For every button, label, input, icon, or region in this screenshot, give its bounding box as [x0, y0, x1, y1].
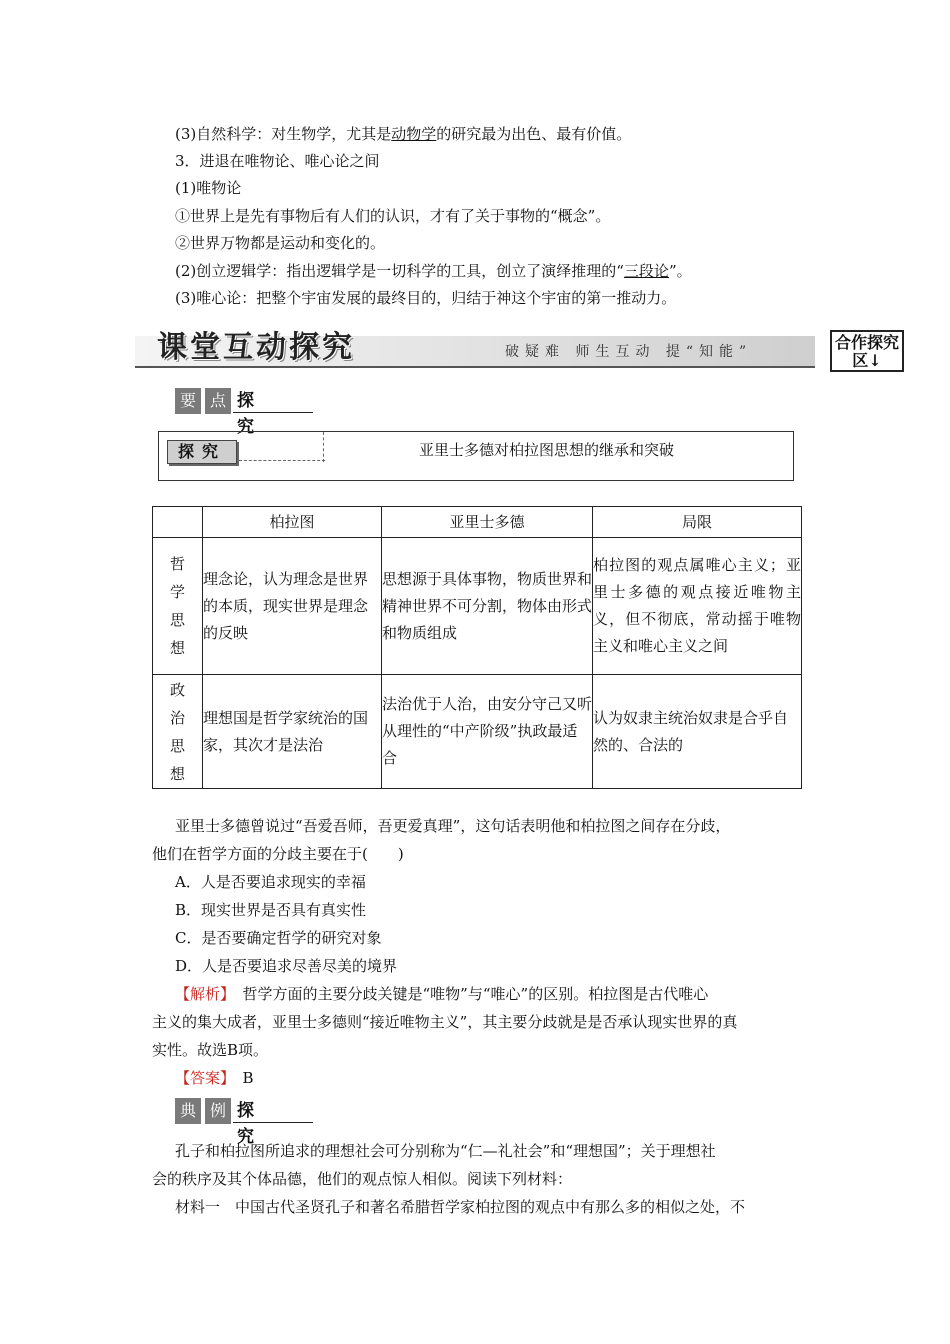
intro-heading-3: 3．进退在唯物论、唯心论之间 — [175, 152, 380, 170]
table-header-empty — [153, 507, 203, 538]
example-line3: 材料一 中国古代圣贤孔子和著名希腊哲学家柏拉图的观点中有那么多的相似之处，不 — [175, 1198, 746, 1216]
tag-char-1: 典 — [175, 1098, 201, 1124]
row-head-politics: 政治思想 — [153, 675, 203, 789]
example-line1: 孔子和柏拉图所追求的理想社会可分别称为“仁—礼社会”和“理想国”；关于理想社 — [175, 1142, 716, 1160]
cooperation-zone-badge: 合作探究区↓ — [830, 330, 904, 372]
table-row — [153, 675, 802, 789]
answer-label: 【答案】 — [175, 1069, 228, 1087]
tag-char-1: 要 — [175, 388, 201, 414]
option-c: C．是否要确定哲学的研究对象 — [175, 929, 382, 947]
divider — [323, 432, 324, 462]
analysis-line2: 主义的集大成者，亚里士多德则“接近唯物主义”，其主要分歧就是是否承认现实世界的真 — [152, 1013, 738, 1031]
intro-line-natural-science: (3)自然科学：对生物学，尤其是动物学的研究最为出色、最有价值。 — [175, 125, 632, 143]
comparison-table — [152, 506, 802, 789]
intro-logic: (2)创立逻辑学：指出逻辑学是一切科学的工具，创立了演绎推理的“三段论”。 — [175, 262, 692, 280]
tag-char-2: 例 — [205, 1098, 231, 1124]
cell-plato-philosophy: 理念论，认为理念是世界的本质，现实世界是理念的反映 — [203, 538, 382, 675]
table-header-row — [153, 507, 802, 538]
analysis-label: 【解析】 — [175, 985, 228, 1003]
tag-char-2: 点 — [205, 388, 231, 414]
tag-label: 探究 — [237, 391, 258, 437]
tag-label: 探究 — [237, 1101, 258, 1147]
intro-materialism: (1)唯物论 — [175, 179, 242, 197]
intro-idealism: (3)唯心论：把整个宇宙发展的最终目的，归结于神这个宇宙的第一推动力。 — [175, 289, 677, 307]
analysis-line1: 【解析】 哲学方面的主要分歧关键是“唯物”与“唯心”的区别。柏拉图是古代唯心 — [175, 985, 709, 1003]
divider — [239, 460, 325, 461]
tag-underline — [233, 1122, 313, 1123]
intro-point-2: ②世界万物都是运动和变化的。 — [175, 234, 386, 252]
intro-point-1: ①世界上是先有事物后有人们的认识，才有了关于事物的“概念”。 — [175, 207, 611, 225]
cell-plato-politics: 理想国是哲学家统治的国家，其次才是法治 — [203, 675, 382, 789]
cell-limit-politics: 认为奴隶主统治奴隶是合乎自然的、合法的 — [593, 675, 802, 789]
cell-aristotle-politics: 法治优于人治，由安分守己又听从理性的“中产阶级”执政最适合 — [382, 675, 593, 789]
table-row — [153, 538, 802, 675]
option-b: B．现实世界是否具有真实性 — [175, 901, 367, 919]
analysis-line3: 实性。故选B项。 — [152, 1041, 269, 1059]
cell-aristotle-philosophy: 思想源于具体事物，物质世界和精神世界不可分割，物体由形式和物质组成 — [382, 538, 593, 675]
example-line2: 会的秩序及其个体品德，他们的观点惊人相似。阅读下列材料： — [152, 1170, 573, 1188]
explore-title: 亚里士多德对柏拉图思想的继承和突破 — [419, 441, 675, 459]
table-header-limit: 局限 — [593, 507, 802, 538]
section-banner — [135, 328, 815, 368]
cell-limit-philosophy: 柏拉图的观点属唯心主义；亚里士多德的观点接近唯物主义，但不彻底，常动摇于唯物主义和唯心主义之间 — [593, 538, 802, 675]
banner-title: 课堂互动探究 — [157, 330, 355, 365]
explore-label: 探究 — [167, 440, 237, 464]
question-stem-line1: 亚里士多德曾说过“吾爱吾师，吾更爱真理”，这句话表明他和柏拉图之间存在分歧， — [175, 817, 731, 835]
table-header-plato: 柏拉图 — [203, 507, 382, 538]
tag-underline — [233, 412, 313, 413]
question-stem-line2: 他们在哲学方面的分歧主要在于( ) — [152, 845, 404, 863]
option-d: D．人是否要追求尽善尽美的境界 — [175, 957, 398, 975]
banner-subtitle: 破疑难 师生互动 提“知能” — [505, 344, 753, 360]
row-head-philosophy: 哲学思想 — [153, 538, 203, 675]
option-a: A．人是否要追求现实的幸福 — [175, 873, 366, 891]
table-header-aristotle: 亚里士多德 — [382, 507, 593, 538]
explore-box — [158, 431, 794, 481]
answer-line: 【答案】 B — [175, 1069, 254, 1087]
